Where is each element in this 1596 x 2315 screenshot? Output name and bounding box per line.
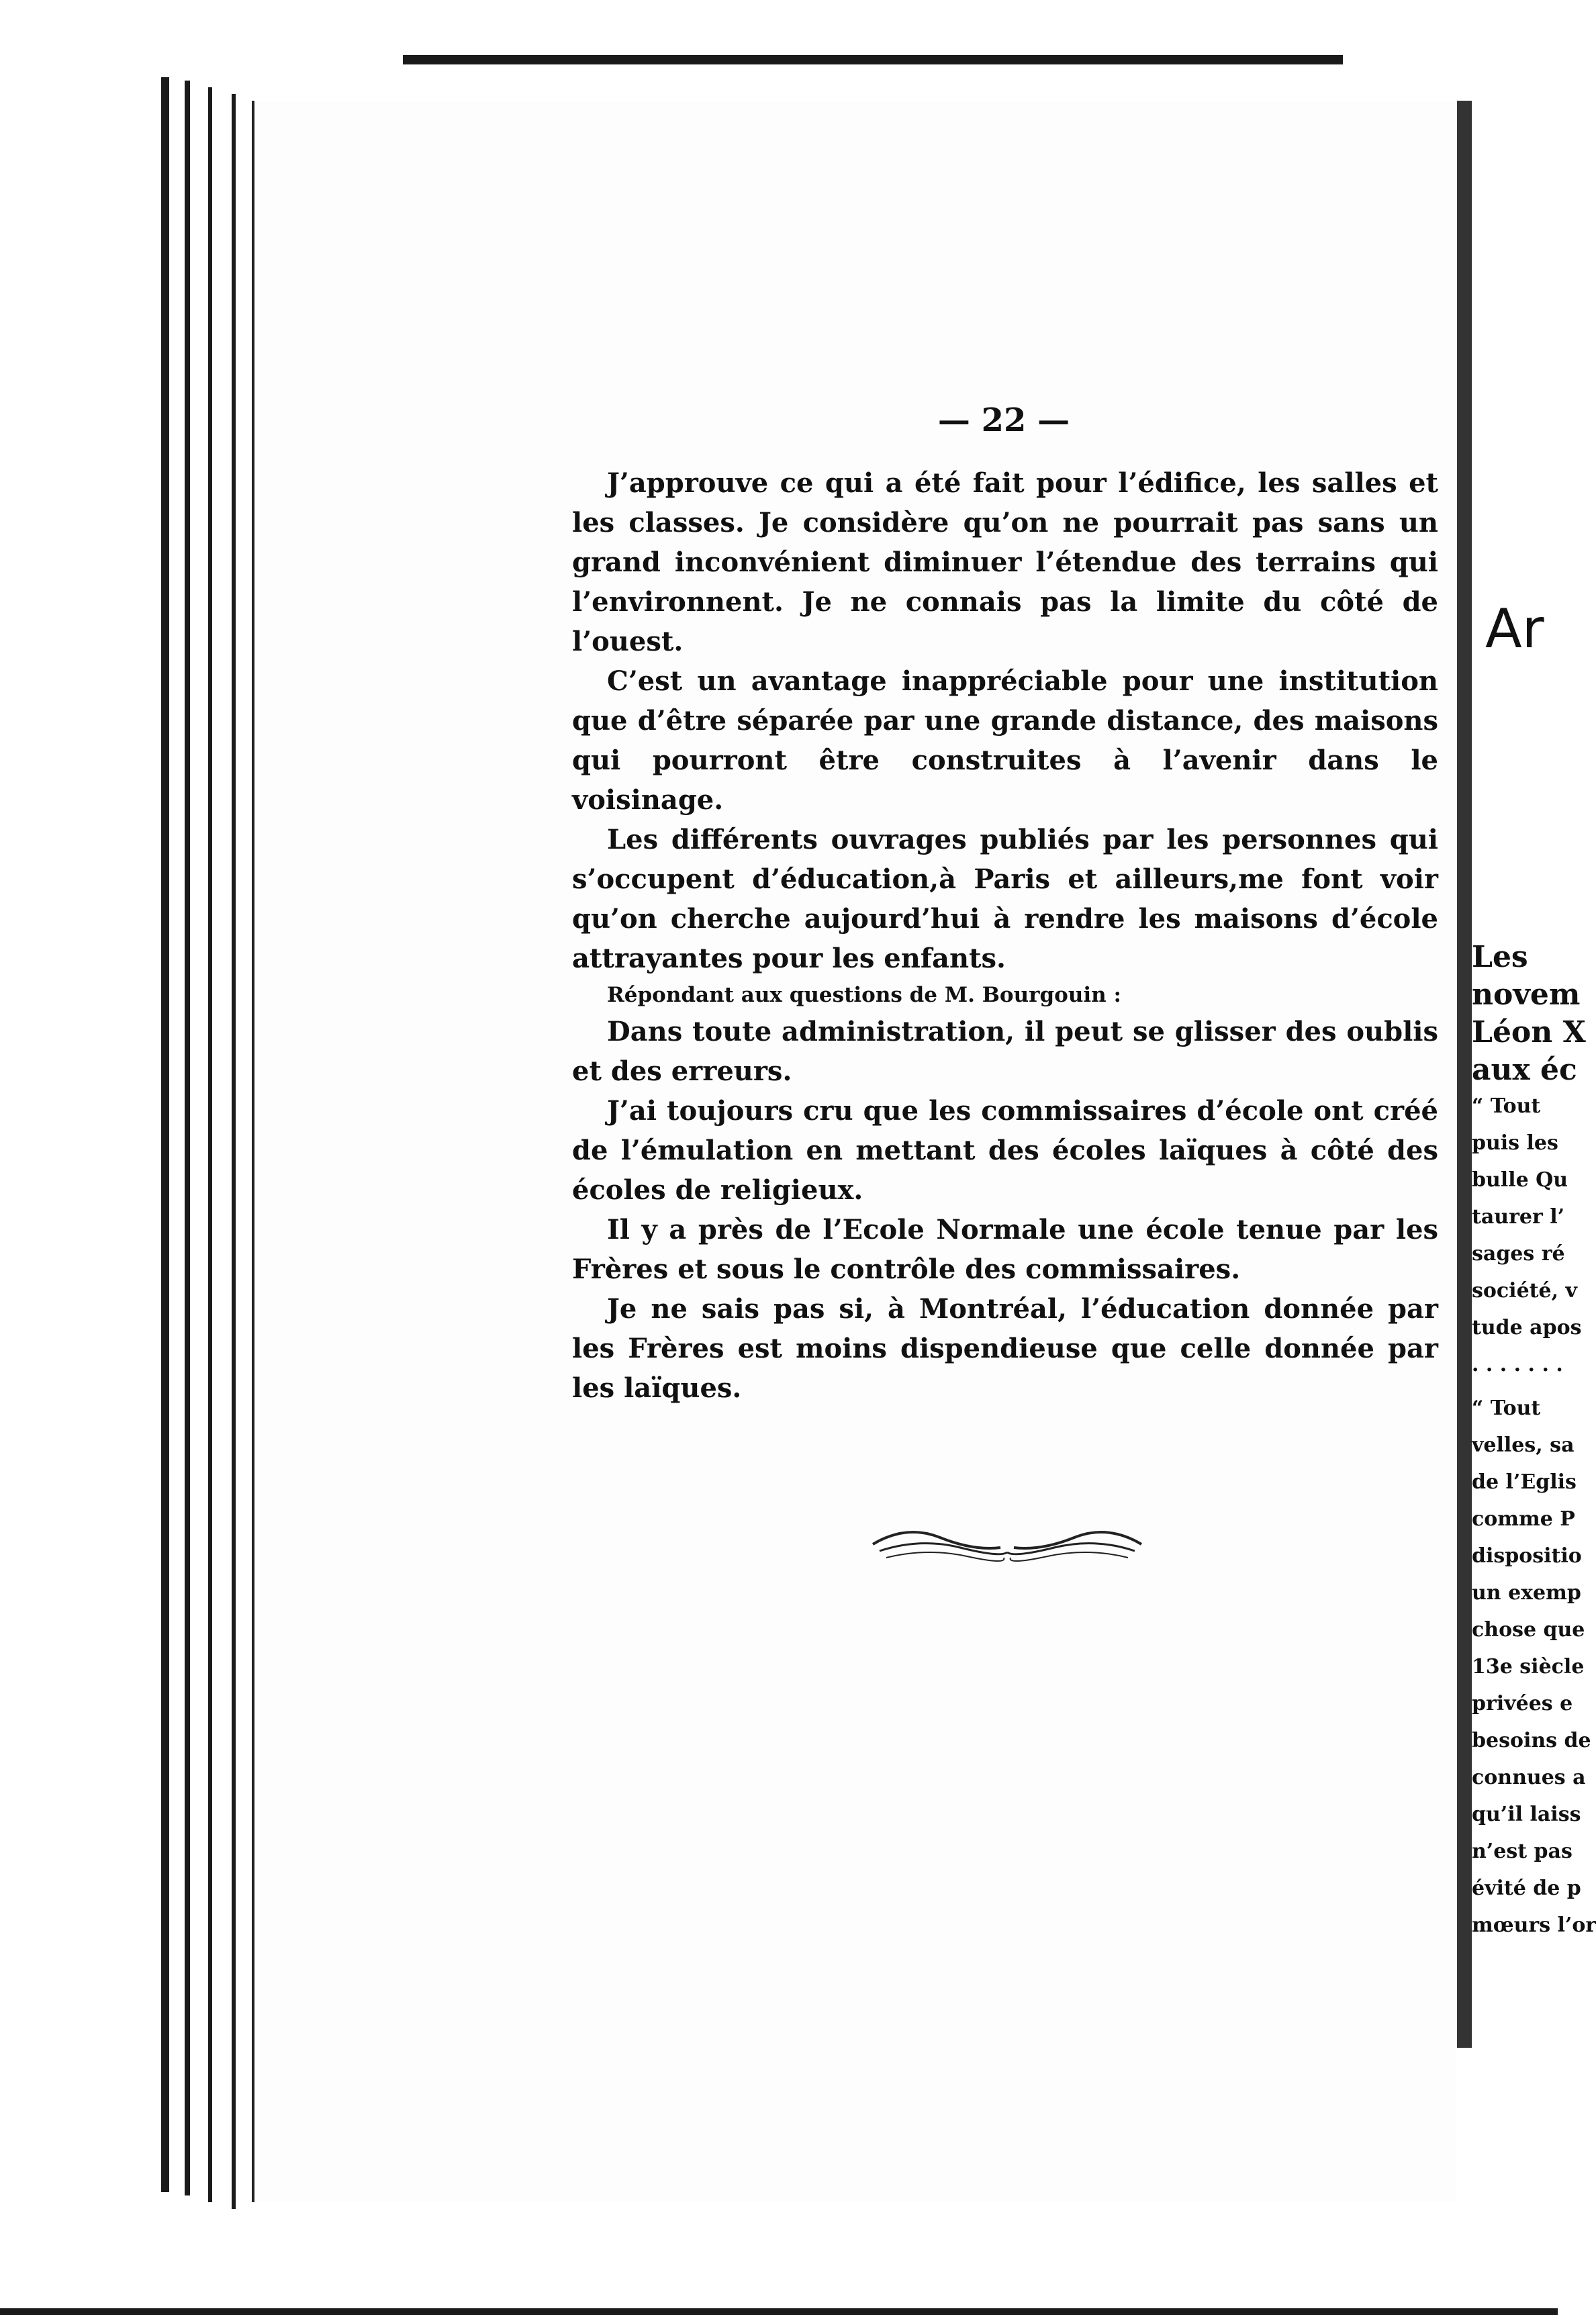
scan-edge-left-2 [185,81,190,2195]
adjacent-page-line: connues a [1472,1766,1586,1789]
paragraph: J’ai toujours cru que les commissaires d’école ont créé de l’émulation en mettant des écoles laïques à côté des écoles de religieux. [572,1095,1438,1206]
paragraph: Répondant aux questions de M. Bourgouin : [607,983,1121,1007]
scan-edge-left-4 [232,94,236,2209]
adjacent-page-line: bulle Qu [1472,1168,1568,1192]
adjacent-page-line: mœurs l’or [1472,1914,1596,1937]
adjacent-page-line: de l’Eglis [1472,1470,1577,1494]
paragraph: Les différents ouvrages publiés par les personnes qui s’occupent d’éducation,à Paris et ailleurs,me font voir qu’on cherche aujourd’hui à rendre les maisons d’école attrayantes pour les enfants. [572,824,1438,974]
paragraph: Il y a près de l’Ecole Normale une école tenue par les Frères et sous le contrôle des commissaires. [572,1214,1438,1285]
adjacent-page-line: besoins de [1472,1729,1591,1752]
adjacent-page-line: “ Tout [1472,1094,1541,1118]
adjacent-page-line: taurer l’ [1472,1205,1565,1229]
adjacent-page-fragment [1457,101,1596,2048]
adjacent-page-line: dispositio [1472,1544,1582,1568]
adjacent-page-line: société, v [1472,1279,1577,1303]
adjacent-page-line: évité de p [1472,1877,1581,1900]
page-body [572,463,1438,1408]
adjacent-page-line: qu’il laiss [1472,1803,1581,1826]
adjacent-page-line: tude apos [1472,1316,1582,1339]
paragraph: C’est un avantage inappréciable pour une institution que d’être séparée par une grande distance, des maisons qui pourront être construites à l’avenir dans le voisinage. [572,665,1438,816]
adjacent-page-line: 13e siècle [1472,1655,1585,1679]
adjacent-page-line: Léon X [1472,1015,1586,1049]
scan-edge-top [403,55,1343,64]
adjacent-page-line: . . . . . . . [1472,1353,1563,1376]
paragraph: Dans toute administration, il peut se glisser des oublis et des erreurs. [572,1016,1438,1087]
adjacent-page-line: privées e [1472,1692,1573,1715]
adjacent-page-line: comme P [1472,1507,1575,1531]
scan-edge-bottom [0,2308,1558,2315]
scan-edge-left [161,77,169,2192]
paragraph: Je ne sais pas si, à Montréal, l’éducation donnée par les Frères est moins dispendieuse que celle donnée par les laïques. [572,1293,1438,1404]
adjacent-page-line: “ Tout [1472,1397,1541,1420]
adjacent-page-line: sages ré [1472,1242,1565,1266]
adjacent-page-line: chose que [1472,1618,1585,1642]
page-number: — 22 — [937,401,1070,439]
adjacent-page-line: un exemp [1472,1581,1581,1605]
adjacent-page-line: novem [1472,978,1581,1012]
adjacent-page-line: n’est pas [1472,1840,1572,1863]
adjacent-page-line: puis les [1472,1131,1558,1155]
adjacent-page-heading: Ar [1485,598,1544,660]
scan-edge-left-3 [208,87,212,2202]
adjacent-page-line: aux éc [1472,1053,1577,1087]
adjacent-page-line: velles, sa [1472,1433,1575,1457]
ornament-divider [866,1511,1148,1578]
paragraph: J’approuve ce qui a été fait pour l’édifice, les salles et les classes. Je considère qu’on ne pourrait pas sans un grand inconvénient diminuer l’étendue des terrains qui l’environnent. Je ne connais pas la limite du côté de l’ouest. [572,467,1438,657]
adjacent-page-line: Les [1472,940,1528,974]
